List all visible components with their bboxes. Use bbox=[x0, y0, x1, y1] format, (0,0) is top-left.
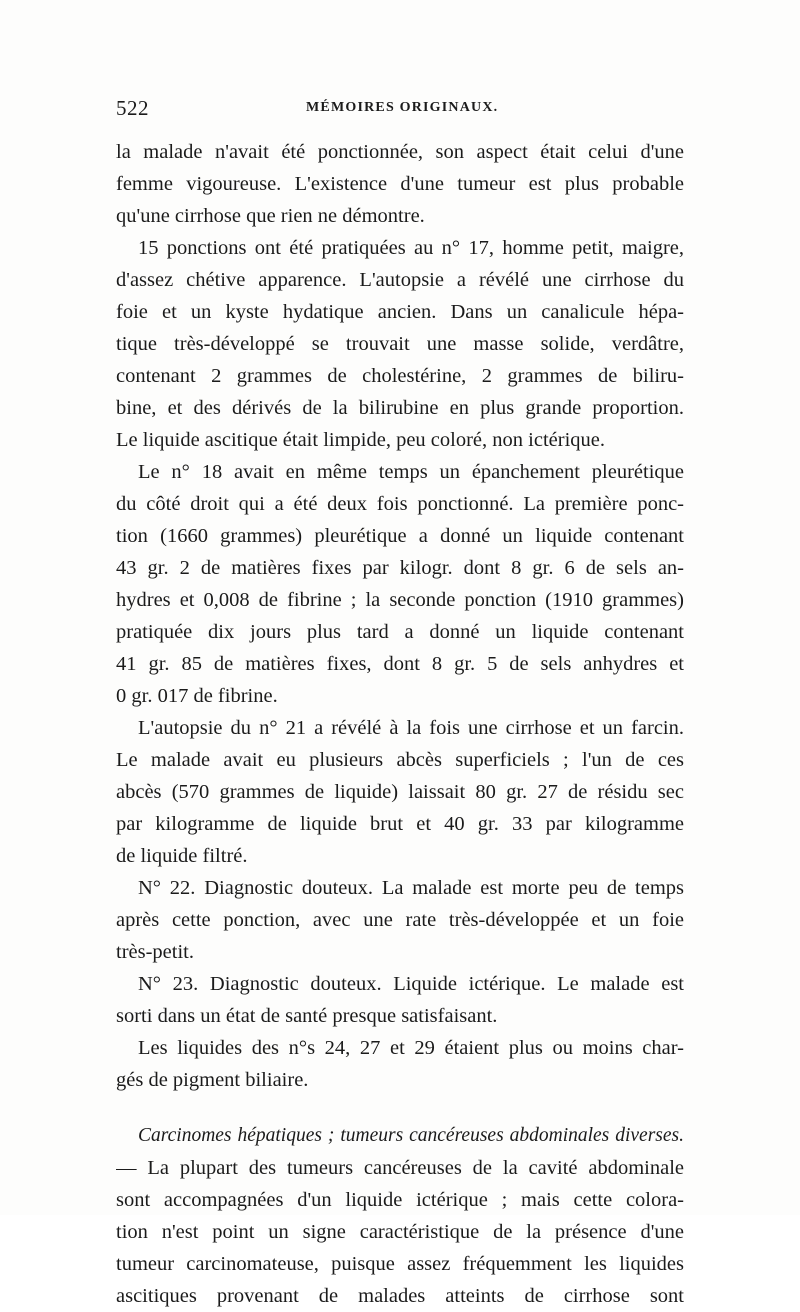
text-line: N° 22. Diagnostic douteux. La malade est morte peu de temps bbox=[138, 877, 684, 899]
text-line: contenant 2 grammes de cholestérine, 2 grammes de biliru- bbox=[116, 365, 684, 387]
text-line: tumeur carcinomateuse, puisque assez fréquemment les liquides bbox=[116, 1253, 684, 1275]
text-line: 41 gr. 85 de matières fixes, dont 8 gr. 5 de sels anhydres et bbox=[116, 653, 684, 675]
text-line: Le liquide ascitique était limpide, peu coloré, non ictérique. bbox=[116, 429, 605, 451]
page-header bbox=[116, 96, 684, 124]
text-line: Le n° 18 avait en même temps un épanchement pleurétique bbox=[138, 461, 684, 483]
text-line: la malade n'avait été ponctionnée, son aspect était celui d'une bbox=[116, 141, 684, 163]
text-line: par kilogramme de liquide brut et 40 gr. 33 par kilogramme bbox=[116, 813, 684, 835]
text-line: femme vigoureuse. L'existence d'une tumeur est plus probable bbox=[116, 173, 684, 195]
text-line: Les liquides des n°s 24, 27 et 29 étaient plus ou moins char- bbox=[138, 1037, 684, 1059]
text-line: abcès (570 grammes de liquide) laissait 80 gr. 27 de résidu sec bbox=[116, 781, 684, 803]
page-number: 522 bbox=[116, 96, 149, 120]
text-line: — La plupart des tumeurs cancéreuses de la cavité abdominale bbox=[116, 1157, 684, 1179]
text-line: pratiquée dix jours plus tard a donné un liquide contenant bbox=[116, 621, 684, 643]
running-head: MÉMOIRES ORIGINAUX. bbox=[306, 100, 499, 115]
text-line: N° 23. Diagnostic douteux. Liquide ictérique. Le malade est bbox=[138, 973, 684, 995]
text-line: tion (1660 grammes) pleurétique a donné un liquide contenant bbox=[116, 525, 684, 547]
text-line: Le malade avait eu plusieurs abcès superficiels ; l'un de ces bbox=[116, 749, 684, 771]
text-line: qu'une cirrhose que rien ne démontre. bbox=[116, 205, 425, 227]
text-line: bine, et des dérivés de la bilirubine en plus grande proportion. bbox=[116, 397, 684, 419]
text-line: L'autopsie du n° 21 a révélé à la fois une cirrhose et un farcin. bbox=[138, 717, 684, 739]
text-line: d'assez chétive apparence. L'autopsie a révélé une cirrhose du bbox=[116, 269, 684, 291]
text-line: gés de pigment biliaire. bbox=[116, 1069, 309, 1091]
text-line: 43 gr. 2 de matières fixes par kilogr. dont 8 gr. 6 de sels an- bbox=[116, 557, 684, 579]
text-line: hydres et 0,008 de fibrine ; la seconde ponction (1910 grammes) bbox=[116, 589, 684, 611]
text-line: du côté droit qui a été deux fois ponctionné. La première ponc- bbox=[116, 493, 684, 515]
text-line: sorti dans un état de santé presque satisfaisant. bbox=[116, 1005, 498, 1027]
text-line: de liquide filtré. bbox=[116, 845, 248, 867]
text-line: après cette ponction, avec une rate très-développée et un foie bbox=[116, 909, 684, 931]
text-line: tique très-développé se trouvait une masse solide, verdâtre, bbox=[116, 333, 684, 355]
text-line: sont accompagnées d'un liquide ictérique ; mais cette colora- bbox=[116, 1189, 684, 1211]
text-line: 15 ponctions ont été pratiquées au n° 17, homme petit, maigre, bbox=[138, 237, 684, 259]
text-line: tion n'est point un signe caractéristique de la présence d'une bbox=[116, 1221, 684, 1243]
text-line: foie et un kyste hydatique ancien. Dans un canalicule hépa- bbox=[116, 301, 684, 323]
section-gap bbox=[116, 1096, 684, 1120]
text-line: très-petit. bbox=[116, 941, 194, 963]
text-line: ascitiques provenant de malades atteints de cirrhose sont bbox=[116, 1285, 684, 1307]
body-text bbox=[116, 136, 684, 1312]
text-line: 0 gr. 017 de fibrine. bbox=[116, 685, 278, 707]
section-heading: Carcinomes hépatiques ; tumeurs cancéreuses abdominales diverses. bbox=[138, 1125, 684, 1146]
